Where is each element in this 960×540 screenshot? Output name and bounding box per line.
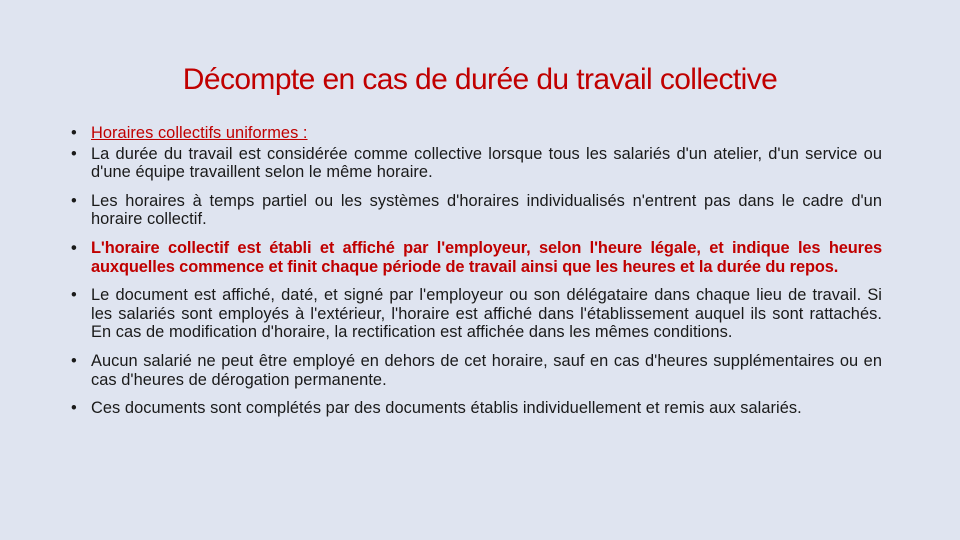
item-text-highlight: L'horaire collectif est établi et affiché par l'employeur, selon l'heure légale, et indique les heures auxquelles commence et finit chaque période de travail ainsi que les heures et la durée du repos.	[91, 238, 882, 276]
item-text: Aucun salarié ne peut être employé en dehors de cet horaire, sauf en cas d'heures supplémentaires ou en cas d'heures de dérogation permanente.	[91, 351, 882, 389]
list-item	[71, 352, 882, 389]
item-text: Les horaires à temps partiel ou les systèmes d'horaires individualisés n'entrent pas dans le cadre d'un horaire collectif.	[91, 191, 882, 229]
item-text: La durée du travail est considérée comme collective lorsque tous les salariés d'un atelier, d'un service ou d'une équipe travaillent selon le même horaire.	[91, 144, 882, 182]
section-heading: Horaires collectifs uniformes :	[91, 124, 308, 142]
list-item	[71, 124, 882, 143]
bullet-icon: •	[71, 238, 77, 257]
list-item	[71, 192, 882, 229]
list-item	[71, 145, 882, 182]
item-text: Ces documents sont complétés par des documents établis individuellement et remis aux salariés.	[91, 399, 802, 418]
bullet-icon: •	[71, 144, 77, 163]
list-item	[71, 286, 882, 342]
bullet-icon: •	[71, 399, 77, 418]
bullet-icon: •	[71, 286, 77, 305]
list-item	[71, 399, 882, 418]
bullet-icon: •	[71, 351, 77, 370]
list-item	[71, 239, 882, 276]
bullet-list	[71, 124, 882, 428]
bullet-icon: •	[71, 124, 77, 142]
slide-title: Décompte en cas de durée du travail collective	[182, 63, 778, 96]
item-text: Le document est affiché, daté, et signé par l'employeur ou son délégataire dans chaque lieu de travail. Si les salariés sont employés à l'extérieur, l'horaire est affiché dans l'établissement auquel ils sont rattachés. En cas de modification d'horaire, la rectification est affichée dans les mêmes conditions.	[91, 286, 882, 342]
bullet-icon: •	[71, 191, 77, 210]
